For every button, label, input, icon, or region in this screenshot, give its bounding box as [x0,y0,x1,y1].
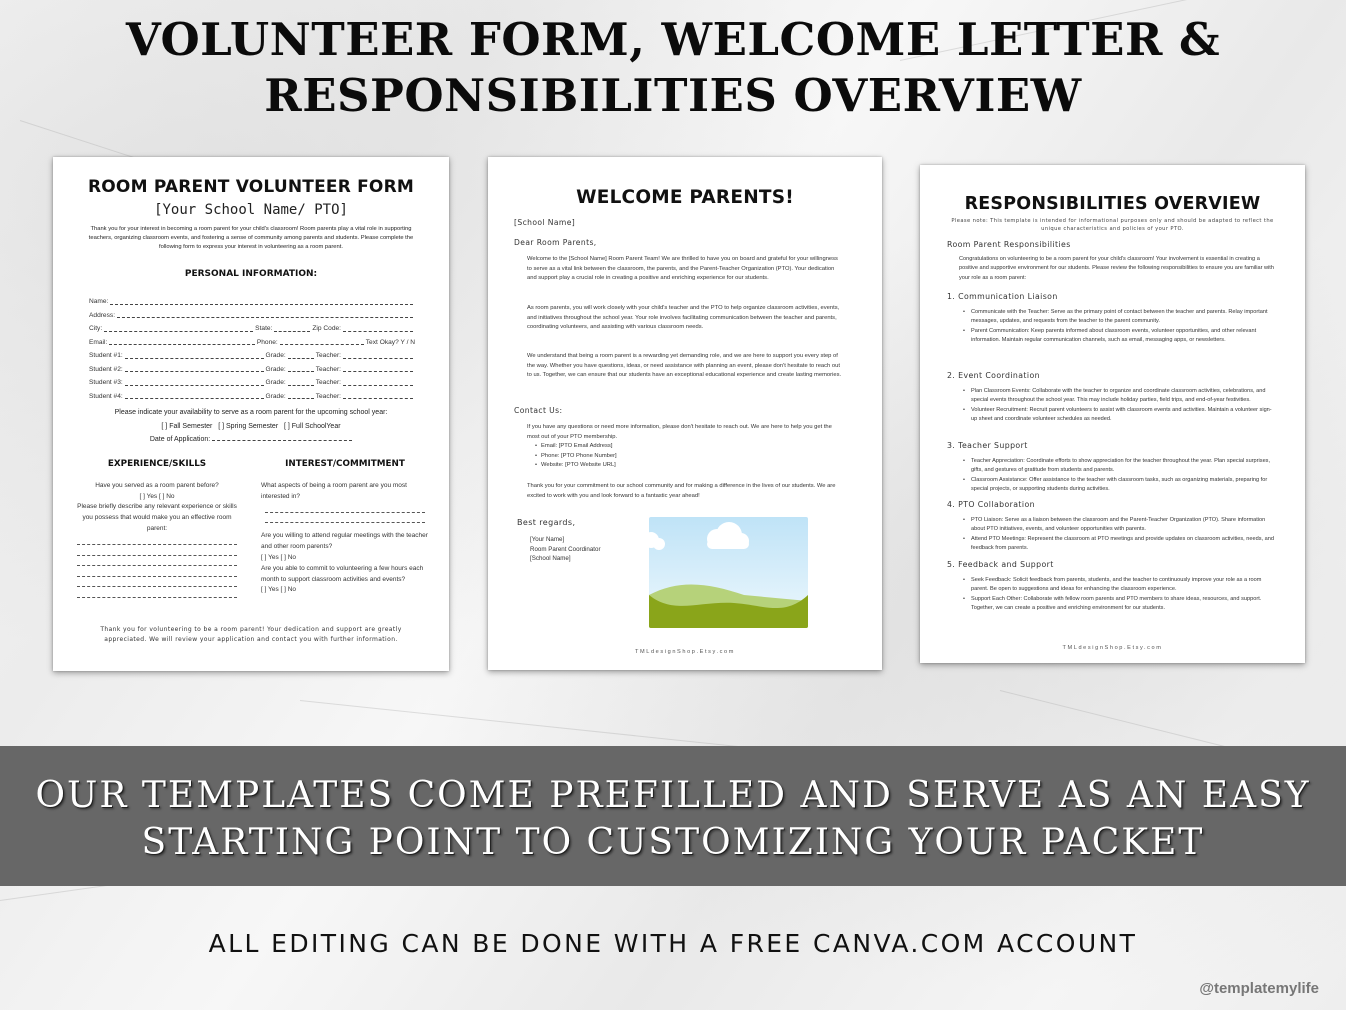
welcome-letter-preview [488,157,882,670]
section-4-bullets: • PTO Liaison: Serve as a liaison between the classroom and the Parent-Teacher Organization (PTO). Share information about PTO initiatives, events, and volunteer opportunities with parents. • Attend PTO Meetings: Represent the classroom at PTO meetings and provide updates on classroom activities, needs, and feedback from parents. [971,516,1276,554]
form-title: ROOM PARENT VOLUNTEER FORM [87,177,414,197]
contact-email: • Email: [PTO Email Address] [535,442,843,452]
interest-column [261,459,429,598]
volunteer-form-preview [53,157,449,671]
name-field: Name: [89,295,415,309]
letter-footer: TMLdesignShop.Etsy.com [634,649,736,655]
shop-watermark: @templatemylife [1199,980,1319,997]
section-2-title: 2. Event Coordination [947,371,1040,380]
letter-para-3: We understand that being a room parent is a rewarding yet demanding role, and we are here to support you every step of the way. Whether you have questions, ideas, or need assistance with planning an event, please don't hesitate to reach out to us. Together, we can ensure that our students have an exceptional educational experience and create lasting memories. [527,353,842,379]
contact-section [527,423,843,471]
student-4-field: Student #4: Grade: Teacher: [89,390,415,404]
section-5-bullets: • Seek Feedback: Solicit feedback from parents, students, and the teacher to continuously improve your role as a room parent. Be open to suggestions and ideas for enhancing the classroom experience. • Support Each Other: Collaborate with fellow room parents and PTO members to share ideas, resources, and support. Together, we can create a positive and enriching environment for our students. [971,576,1276,614]
form-subtitle: [Your School Name/ PTO] [154,202,348,218]
contact-website: • Website: [PTO Website URL] [535,461,843,471]
contact-intro: If you have any questions or need more information, please don't hesitate to reach out. We are here to help you get the most out of your PTO membership. [527,424,832,440]
option-fall: [ ] Fall Semester [161,422,213,430]
letter-para-4: Thank you for your commitment to our school community and for making a difference in the lives of our students. We are excited to work with you and look forward to a fantastic year ahead! [527,483,836,499]
banner-text [0,746,1346,866]
section-1-bullets: • Communicate with the Teacher: Serve as the primary point of contact between the teacher and parents. Relay important messages, updates, and requests from the teacher to the parent community. • Parent Communication: Keep parents informed about classroom events, volunteer opportunities, and other relevant information. Maintain regular communication channels, such as email, messaging apps, or newsletters. [971,308,1276,346]
section-2-bullets: • Plan Classroom Events: Collaborate with the teacher to organize and coordinate classroom activities, celebrations, and special events throughout the school year. This may include holiday parties, field trips, and end-of-year festivities. • Volunteer Recruitment: Recruit parent volunteers to assist with classroom events and activities. Maintain a volunteer sign-up sheet and coordinate volunteer schedules as needed. [971,387,1276,425]
letter-para-2: As room parents, you will work closely with your child's teacher and the PTO to help organize classroom activities, events, and initiatives throughout the school year. Your role involves facilitating communication between the teacher and parents, coordinating volunteers, and assisting with various classroom needs. [527,305,840,331]
responsibilities-footer: TMLdesignShop.Etsy.com [1062,645,1163,651]
availability-section [73,406,429,447]
city-state-zip-field: City: State: Zip Code: [89,322,415,336]
availability-prompt: Please indicate your availability to serve as a room parent for the upcoming school year: [114,409,388,416]
responsibilities-note: Please note: This template is intended for informational purposes only and should be adapted to reflect the unique characteristics and policies of your PTO. [951,218,1274,232]
form-columns [73,459,429,598]
letter-greeting: Dear Room Parents, [514,238,597,247]
letter-school-name: [School Name] [514,218,576,227]
interest-q2-options: [ ] Yes [ ] No [261,553,297,561]
responsibilities-intro: Congratulations on volunteering to be a room parent for your child's classroom! Your involvement is essential in creating a positive and supportive environment for our students. Please review the following responsibilities to ensure you are familiar with your role as a room parent: [959,256,1274,281]
canva-tagline: ALL EDITING CAN BE DONE WITH A FREE CANVA.COM ACCOUNT [208,929,1138,958]
landscape-image-placeholder [649,517,808,628]
student-2-field: Student #2: Grade: Teacher: [89,363,415,377]
main-title [0,12,1346,124]
banner-line-1: OUR TEMPLATES COME PREFILLED AND SERVE AS AN EASY [35,775,1311,816]
contact-list [535,442,843,471]
experience-q2: Please briefly describe any relevant experience or skills you possess that would make you an effective room parent: [77,503,237,532]
interest-q1: What aspects of being a room parent are you most interested in? [261,481,407,500]
experience-q1: Have you served as a room parent before? [95,481,219,489]
student-3-field: Student #3: Grade: Teacher: [89,376,415,390]
form-closing: Thank you for volunteering to be a room parent! Your dedication and support are greatly appreciated. We will review your application and contact you with further information. [100,626,402,643]
student-1-field: Student #1: Grade: Teacher: [89,349,415,363]
email-phone-field: Email: Phone: Text Okay? Y / N [89,336,415,350]
section-4-title: 4. PTO Collaboration [947,500,1035,509]
experience-q1-options: [ ] Yes [ ] No [139,492,175,500]
letter-para-1: Welcome to the [School Name] Room Parent Team! We are thrilled to have you on board and grateful for your willingness to serve as a vital link between the classroom, the parents, and the Parent-Teacher Organization (PTO). Your dedication and support play a crucial role in creating a positive and enriching experience for our students. [527,256,838,282]
address-field: Address: [89,309,415,323]
section-5-title: 5. Feedback and Support [947,560,1054,569]
availability-options [73,420,429,434]
interest-heading: INTEREST/COMMITMENT [285,459,405,469]
option-spring: [ ] Spring Semester [218,422,279,430]
letter-title: WELCOME PARENTS! [576,187,794,208]
section-3-title: 3. Teacher Support [947,441,1028,450]
banner-line-2: STARTING POINT TO CUSTOMIZING YOUR PACKET [141,822,1205,863]
contact-heading: Contact Us: [514,406,563,415]
section-1-title: 1. Communication Liaison [947,292,1058,301]
interest-q3: Are you able to commit to volunteering a few hours each month to support classroom activities and events? [261,564,424,583]
personal-info-fields [89,295,415,403]
responsibilities-heading: Room Parent Responsibilities [947,240,1071,249]
form-intro: Thank you for your interest in becoming a room parent for your child's classroom! Room parents play a vital role in supporting teachers, organizing classroom events, and fostering a sense of community among parents and students. Please complete the following form to express your interest in volunteering as a room parent. [88,226,414,250]
experience-heading: EXPERIENCE/SKILLS [107,459,207,469]
responsibilities-preview [920,165,1305,663]
responsibilities-title: RESPONSIBILITIES OVERVIEW [964,194,1261,214]
date-of-application: Date of Application: [73,433,429,447]
option-full-year: [ ] Full SchoolYear [284,422,341,430]
letter-regards: Best regards, [517,518,576,527]
main-title-line2: RESPONSIBILITIES OVERVIEW [264,69,1082,122]
interest-q2: Are you willing to attend regular meetings with the teacher and other room parents? [261,532,428,551]
letter-signature: [Your Name] Room Parent Coordinator [School Name] [530,536,601,563]
promo-banner [0,746,1346,886]
interest-q3-options: [ ] Yes [ ] No [261,586,297,594]
personal-info-heading: PERSONAL INFORMATION: [184,269,318,279]
section-3-bullets: • Teacher Appreciation: Coordinate efforts to show appreciation for the teacher throughout the year. Plan special surprises, gifts, and gestures of gratitude from students and parents. • Classroom Assistance: Offer assistance to the teacher with classroom tasks, such as organizing materials, preparing for special projects, or supporting students during activities. [971,457,1276,495]
experience-column [73,459,241,598]
main-title-line1: VOLUNTEER FORM, WELCOME LETTER & [125,13,1221,66]
contact-phone: • Phone: [PTO Phone Number] [535,452,843,462]
